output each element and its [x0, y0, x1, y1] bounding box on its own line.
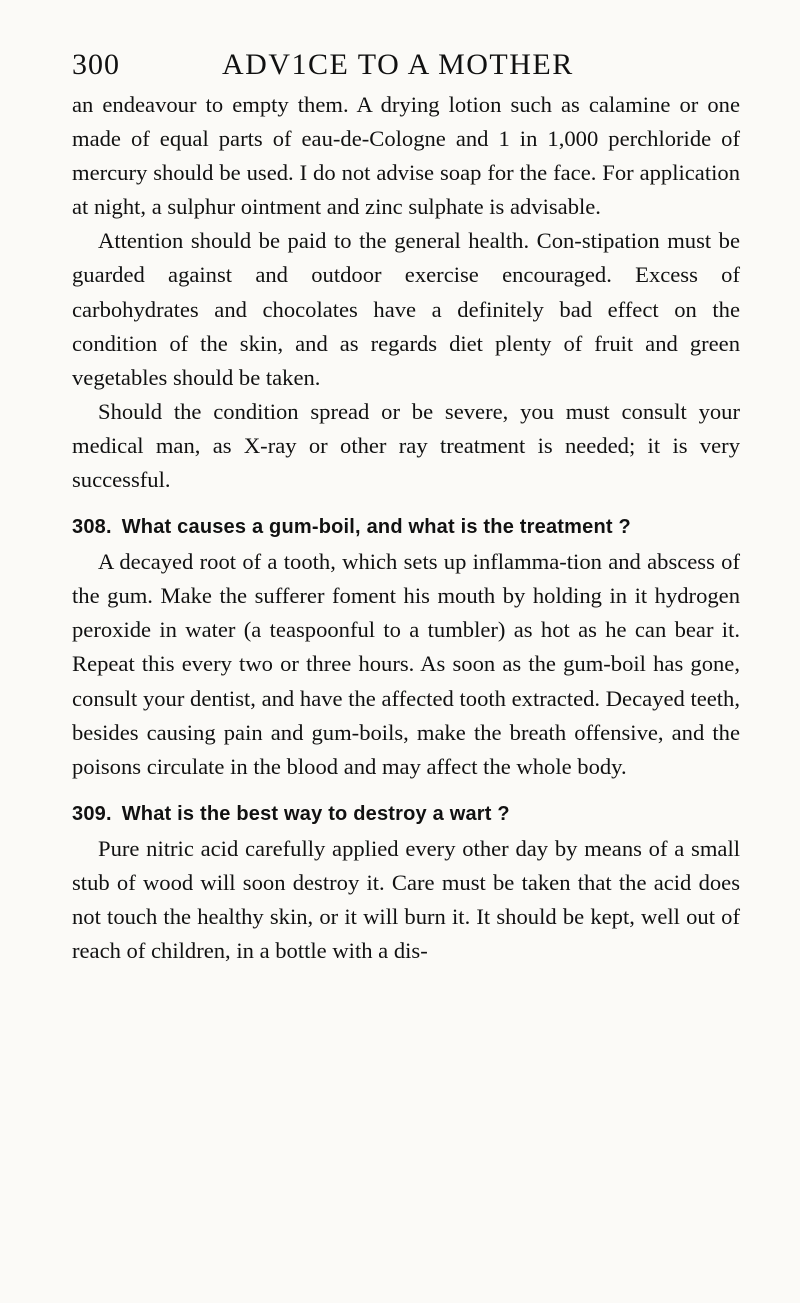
question-heading-308 [72, 513, 740, 541]
page-number: 300 [72, 48, 120, 81]
question-number: 308. [72, 516, 112, 539]
paragraph-continuation: an endeavour to empty them. A drying lotion such as calamine or one made of equal parts of eau-de-Cologne and 1 in 1,000 perchloride of mercury should be used. I do not advise soap for the face. For application at night, a sulphur ointment and zinc sulphate is advisable. [72, 92, 740, 220]
page-body [72, 88, 740, 968]
question-text: What is the best way to destroy a wart ? [121, 802, 510, 825]
answer-gum-boil: A decayed root of a tooth, which sets up inflamma-tion and abscess of the gum. Make the sufferer foment his mouth by holding in it hydrogen peroxide in water (a teaspoonful to a tumbler) as hot as he can bear it. Repeat this every two or three hours. As soon as the gum-boil has gone, consult your dentist, and have the affected tooth extracted. Decayed teeth, besides causing pain and gum-boils, make the breath offensive, and the poisons circulate in the blood and may affect the whole body. [72, 549, 740, 779]
question-text: What causes a gum-boil, and what is the treatment ? [121, 516, 631, 539]
answer-wart: Pure nitric acid carefully applied every other day by means of a small stub of wood will soon destroy it. Care must be taken that the acid does not touch the healthy skin, or it will burn it. It should be kept, well out of reach of children, in a bottle with a dis- [72, 835, 740, 964]
question-heading-309 [72, 800, 740, 828]
paragraph-severe-condition: Should the condition spread or be severe, you must consult your medical man, as X-ray or other ray treatment is needed; it is very successful. [72, 398, 740, 493]
question-number: 309. [72, 802, 112, 825]
running-title: ADV1CE TO A MOTHER [222, 48, 574, 81]
page-header [72, 48, 732, 84]
paragraph-general-health: Attention should be paid to the general health. Con-stipation must be guarded against and outdoor exercise encouraged. Excess of carbohydrates and chocolates have a definitely bad effect on the condition of the skin, and as regards diet plenty of fruit and green vegetables should be taken. [72, 228, 740, 390]
